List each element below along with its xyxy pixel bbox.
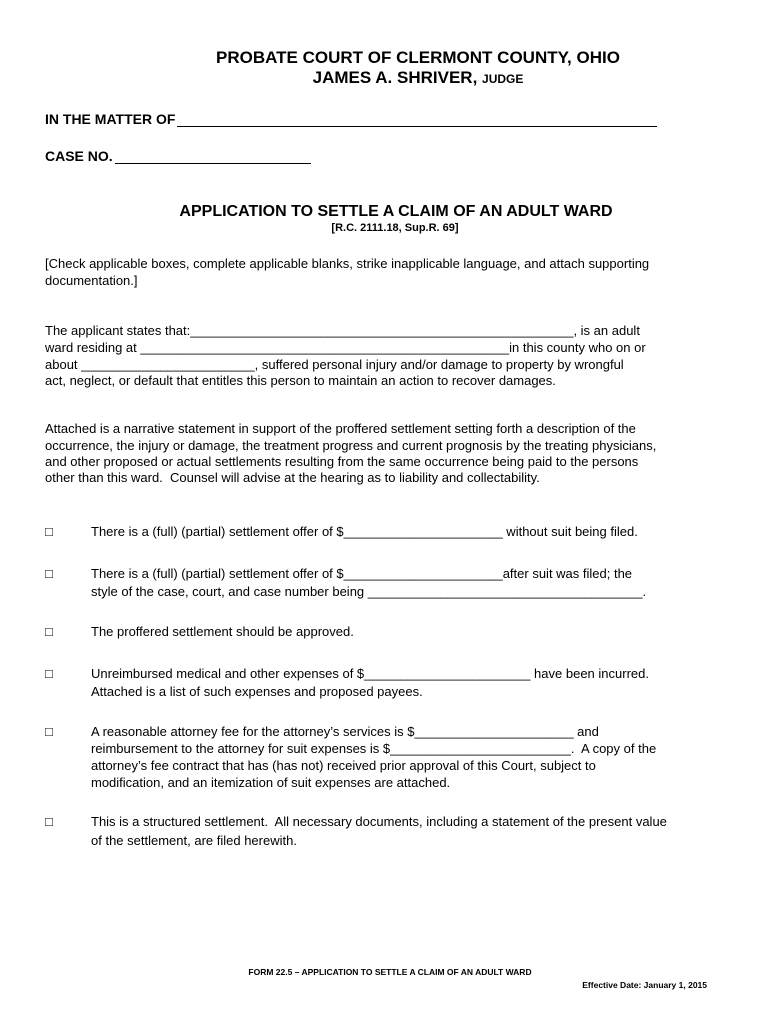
item-text-line: reimbursement to the attorney for suit expenses is $_________________________. A copy of the xyxy=(91,741,657,756)
footer-effective-date: Effective Date: January 1, 2015 xyxy=(582,980,707,990)
checkbox[interactable]: □ xyxy=(45,814,53,829)
item-text-line: A reasonable attorney fee for the attorney’s services is $______________________ and xyxy=(91,724,599,739)
narrative-line-3: and other proposed or actual settlements resulting from the same occurrence being paid to the persons xyxy=(45,454,639,469)
item-text-line: attorney’s fee contract that has (has not) received prior approval of this Court, subject to xyxy=(91,758,596,773)
item-text-line: style of the case, court, and case number being ______________________________________. xyxy=(91,584,647,599)
case-number-input-line[interactable] xyxy=(115,149,311,164)
narrative-line-2: occurrence, the injury or damage, the treatment progress and current prognosis by the treating physicians, xyxy=(45,438,657,453)
item-text-line: There is a (full) (partial) settlement offer of $______________________ without suit being filed. xyxy=(91,524,638,539)
case-number-row xyxy=(45,148,311,164)
item-text-line: of the settlement, are filed herewith. xyxy=(91,833,297,848)
matter-input-line[interactable] xyxy=(177,112,657,127)
checkbox[interactable]: □ xyxy=(45,566,53,581)
item-text-line: This is a structured settlement. All necessary documents, including a statement of the present value xyxy=(91,814,667,829)
case-number-label: CASE NO. xyxy=(45,148,113,164)
item-text-line: The proffered settlement should be approved. xyxy=(91,624,354,639)
judge-name: JAMES A. SHRIVER, xyxy=(312,68,478,87)
narrative-line-1: Attached is a narrative statement in support of the proffered settlement setting forth a description of the xyxy=(45,421,636,436)
applicant-line-1: The applicant states that:_____________________________________________________, is an adult xyxy=(45,323,640,338)
narrative-line-4: other than this ward. Counsel will advise at the hearing as to liability and collectability. xyxy=(45,470,540,485)
matter-label: IN THE MATTER OF xyxy=(45,111,176,127)
footer-form-label: FORM 22.5 – APPLICATION TO SETTLE A CLAIM OF AN ADULT WARD xyxy=(248,967,532,977)
checkbox[interactable]: □ xyxy=(45,624,53,639)
form-citation: [R.C. 2111.18, Sup.R. 69] xyxy=(331,222,459,234)
court-heading: PROBATE COURT OF CLERMONT COUNTY, OHIO xyxy=(216,48,620,67)
checkbox[interactable]: □ xyxy=(45,666,53,681)
item-text-line: modification, and an itemization of suit expenses are attached. xyxy=(91,775,451,790)
checkbox[interactable]: □ xyxy=(45,524,53,539)
item-text-line: Unreimbursed medical and other expenses of $_______________________ have been incurred. xyxy=(91,666,649,681)
instructions-line-1: [Check applicable boxes, complete applicable blanks, strike inapplicable language, and attach supporting xyxy=(45,256,650,271)
checkbox[interactable]: □ xyxy=(45,724,53,739)
applicant-line-2: ward residing at ___________________________________________________in this county who on or xyxy=(45,340,646,355)
matter-field-row xyxy=(45,111,657,127)
item-text-line: Attached is a list of such expenses and proposed payees. xyxy=(91,684,423,699)
form-title: APPLICATION TO SETTLE A CLAIM OF AN ADULT WARD xyxy=(179,203,613,220)
judge-heading xyxy=(0,68,770,88)
applicant-line-3: about ________________________, suffered personal injury and/or damage to property by wrongful xyxy=(45,357,624,372)
applicant-line-4: act, neglect, or default that entitles this person to maintain an action to recover damages. xyxy=(45,373,556,388)
judge-title: JUDGE xyxy=(482,72,524,86)
instructions-line-2: documentation.] xyxy=(45,273,138,288)
item-text-line: There is a (full) (partial) settlement offer of $______________________after suit was filed; the xyxy=(91,566,633,581)
